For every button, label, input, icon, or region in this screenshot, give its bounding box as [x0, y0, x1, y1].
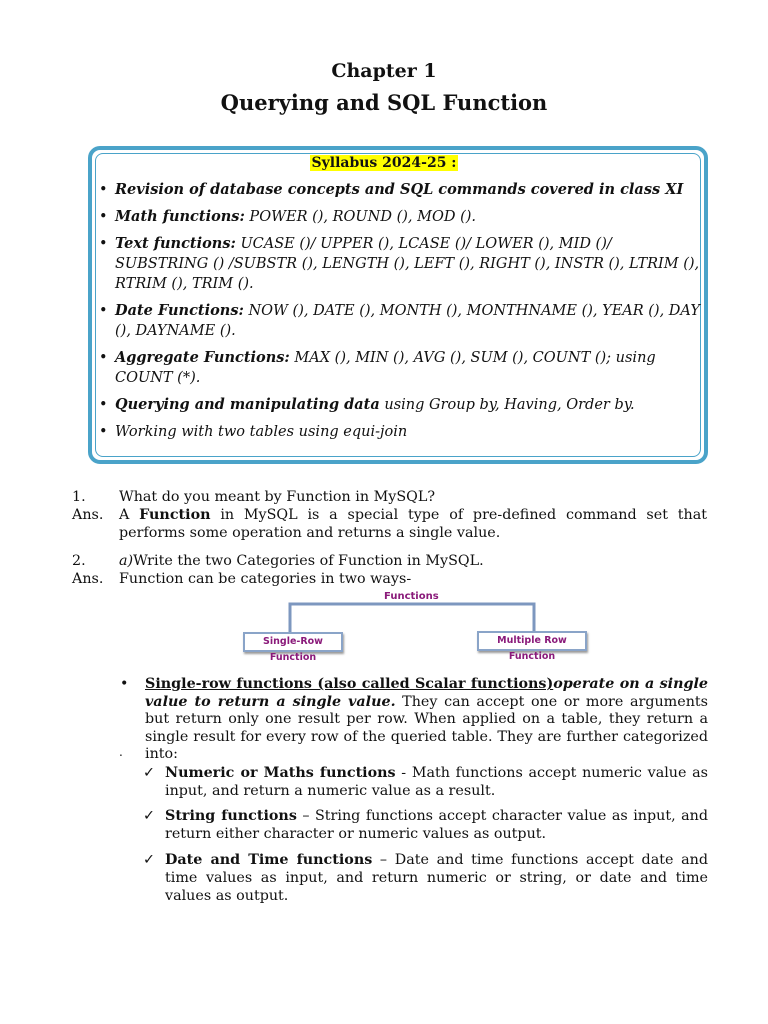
single-row-box: Single-Row Function	[243, 632, 343, 652]
syllabus-item: • Querying and manipulating data using Group by, Having, Order by.	[96, 395, 700, 415]
answer-text: A Function in MySQL is a special type of pre-defined command set that performs some operation and returns a single value.	[119, 507, 707, 541]
checkmark-icon: ✓	[143, 808, 155, 824]
syllabus-item: • Aggregate Functions: MAX (), MIN (), AVG (), SUM (), COUNT (); using COUNT (*).	[96, 348, 700, 388]
diagram-root-label: Functions	[384, 591, 439, 602]
stray-mark: .	[119, 745, 123, 759]
syllabus-item: • Math functions: POWER (), ROUND (), MOD ().	[96, 207, 700, 227]
syllabus-heading: Syllabus 2024-25 :	[311, 155, 457, 171]
syllabus-item: • Working with two tables using equi-join	[96, 422, 700, 442]
syllabus-list	[96, 180, 700, 449]
checkmark-icon: ✓	[143, 765, 155, 781]
question-number: 2.	[72, 553, 86, 569]
question-text: a)Write the two Categories of Function in MySQL.	[119, 553, 484, 569]
answer-label: Ans.	[72, 507, 104, 523]
syllabus-item: • Revision of database concepts and SQL commands covered in class XI	[96, 180, 700, 200]
answer-text: Function can be categories in two ways-	[119, 571, 412, 587]
checkmark-icon: ✓	[143, 852, 155, 868]
syllabus-item: • Text functions: UCASE ()/ UPPER (), LCASE ()/ LOWER (), MID ()/ SUBSTRING () /SUBSTR (), LENGTH (), LEFT (), RIGHT (), INSTR (), LTRIM (), RTRIM (), TRIM ().	[96, 234, 700, 294]
page-title: Querying and SQL Function	[220, 90, 548, 115]
chapter-label: Chapter 1	[331, 60, 437, 82]
multiple-row-box: Multiple Row Function	[477, 631, 587, 651]
syllabus-item: • Date Functions: NOW (), DATE (), MONTH (), MONTHNAME (), YEAR (), DAY (), DAYNAME ().	[96, 301, 700, 341]
question-number: 1.	[72, 489, 86, 505]
question-text: What do you meant by Function in MySQL?	[119, 489, 436, 505]
function-categories-diagram	[238, 590, 588, 663]
connector-line	[290, 604, 534, 632]
answer-label: Ans.	[72, 571, 104, 587]
